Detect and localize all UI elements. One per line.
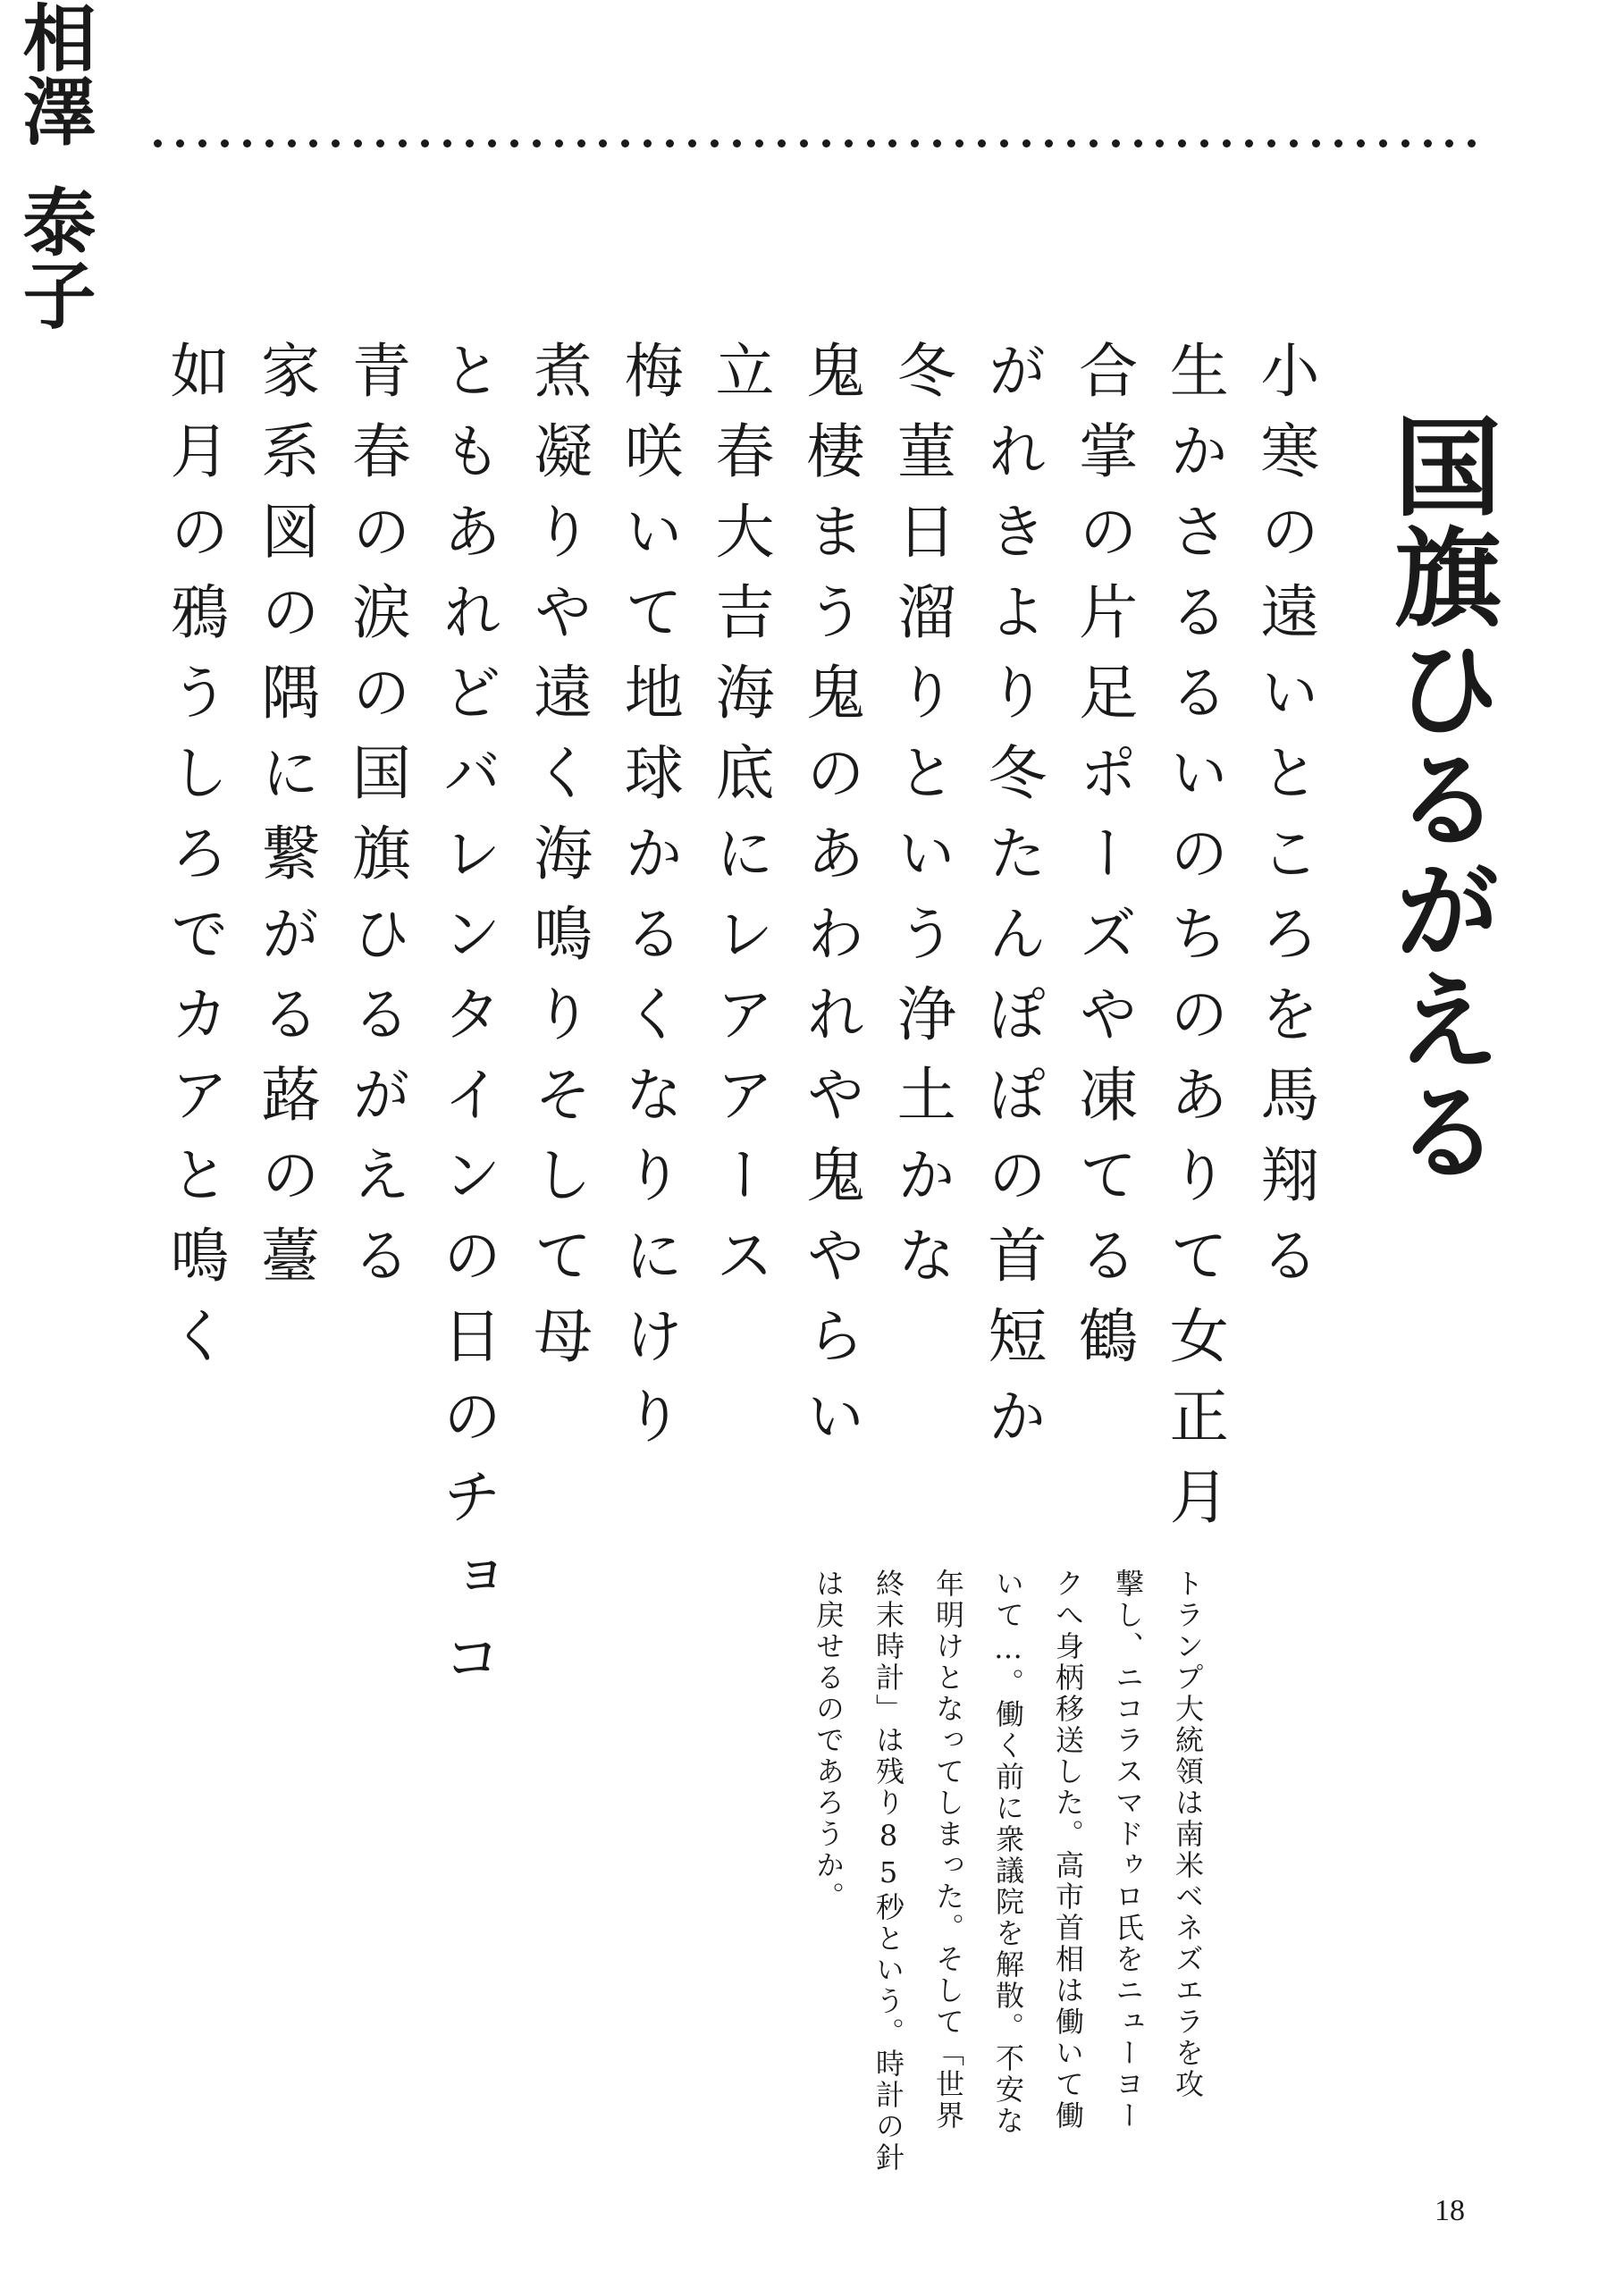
- rule-dot: [154, 139, 162, 147]
- rule-dot: [911, 139, 919, 147]
- rule-dot: [711, 139, 719, 147]
- haiku-line: 鬼棲まう鬼のあわれや鬼やらい: [795, 340, 865, 1466]
- rule-dot: [1312, 139, 1320, 147]
- rule-dot: [198, 139, 206, 147]
- rule-dot: [1134, 139, 1142, 147]
- rule-dot: [510, 139, 518, 147]
- haiku-line: 立春大吉海底にレアアース: [704, 340, 774, 1305]
- rule-dot: [1379, 139, 1387, 147]
- rule-dot: [621, 139, 629, 147]
- note-line: トランプ大統領は南米ベネズエラを攻: [1171, 1569, 1205, 2100]
- haiku-line: 冬菫日溜りという浄土かな: [887, 340, 956, 1305]
- note-line: は戻せるのであろうか。: [812, 1569, 846, 1913]
- rule-dot: [644, 139, 652, 147]
- haiku-line: 合掌の片足ポーズや凍てる鶴: [1068, 340, 1138, 1385]
- rule-dot: [555, 139, 563, 147]
- rule-dot: [933, 139, 941, 147]
- rule-dot: [1357, 139, 1365, 147]
- author-family-name: 相澤: [11, 0, 97, 147]
- haiku-line: 煮凝りや遠く海鳴りそして母: [523, 340, 593, 1385]
- haiku-list: [152, 340, 1319, 1707]
- author-given-name: 泰子: [11, 184, 97, 331]
- rule-dot: [443, 139, 451, 147]
- rule-dot: [288, 139, 296, 147]
- rule-dot: [1245, 139, 1253, 147]
- rule-dot: [1424, 139, 1432, 147]
- rule-dot: [599, 139, 607, 147]
- rule-dot: [488, 139, 496, 147]
- rule-dot: [243, 139, 251, 147]
- rule-dot: [733, 139, 741, 147]
- poem-title: 国旗ひるがえる: [1376, 411, 1502, 1187]
- rule-dot: [176, 139, 184, 147]
- haiku-line: 生かさるるいのちのありて女正月: [1159, 340, 1229, 1546]
- haiku-line: 梅咲いて地球かるくなりにけり: [614, 340, 684, 1466]
- rule-dot: [1334, 139, 1342, 147]
- rule-dot: [888, 139, 896, 147]
- rule-dot: [978, 139, 986, 147]
- haiku-line: 小寒の遠いところを馬翔る: [1250, 340, 1319, 1305]
- rule-dot: [421, 139, 429, 147]
- page-number: 18: [1435, 2194, 1465, 2227]
- rule-dot: [1223, 139, 1231, 147]
- rule-dot: [533, 139, 541, 147]
- rule-dot: [399, 139, 407, 147]
- rule-dot: [265, 139, 273, 147]
- author-name: [0, 0, 107, 331]
- rule-dot: [1067, 139, 1075, 147]
- rule-dot: [1022, 139, 1031, 147]
- rule-dot: [867, 139, 875, 147]
- rule-dot: [688, 139, 696, 147]
- rule-dot: [1445, 139, 1453, 147]
- rule-dot: [466, 139, 474, 147]
- rule-dot: [332, 139, 340, 147]
- rule-dot: [221, 139, 229, 147]
- haiku-line: 青春の涙の国旗ひるがえる: [341, 340, 411, 1305]
- rule-dot: [577, 139, 585, 147]
- haiku-line: 如月の鴉うしろでカアと鳴く: [160, 340, 229, 1385]
- rule-dot: [354, 139, 362, 147]
- note-line: 終末時計」は残り85秒という。時計の針: [871, 1569, 905, 2174]
- rule-dot: [666, 139, 674, 147]
- note-line: いて…。働く前に衆議院を解散。不安な: [991, 1569, 1025, 2137]
- rule-dot: [1200, 139, 1208, 147]
- rule-dot: [955, 139, 963, 147]
- rule-dot: [1000, 139, 1008, 147]
- rule-dot: [1401, 139, 1409, 147]
- note-line: 年明けとなってしまった。そして「世界: [931, 1569, 965, 2132]
- rule-dot: [845, 139, 853, 147]
- note-line: クへ身柄移送した。高市首相は働いて働: [1051, 1569, 1085, 2132]
- rule-dot: [1090, 139, 1098, 147]
- rule-dot: [1267, 139, 1275, 147]
- dotted-rule: [154, 134, 1477, 152]
- haiku-line: 家系図の隅に繋がる蕗の薹: [250, 340, 320, 1305]
- rule-dot: [800, 139, 808, 147]
- rule-dot: [1045, 139, 1053, 147]
- rule-dot: [778, 139, 786, 147]
- rule-dot: [1112, 139, 1120, 147]
- haiku-line: ともあれどバレンタインの日のチョコ: [432, 340, 501, 1707]
- author-note: [809, 1569, 1205, 2174]
- rule-dot: [376, 139, 384, 147]
- haiku-line: がれきより冬たんぽぽの首短か: [977, 340, 1047, 1466]
- rule-dot: [309, 139, 317, 147]
- rule-dot: [1468, 139, 1476, 147]
- rule-dot: [1156, 139, 1164, 147]
- rule-dot: [1178, 139, 1186, 147]
- rule-dot: [755, 139, 763, 147]
- note-line: 撃し、ニコラスマドゥロ氏をニューヨー: [1111, 1569, 1145, 2132]
- rule-dot: [1290, 139, 1298, 147]
- rule-dot: [822, 139, 830, 147]
